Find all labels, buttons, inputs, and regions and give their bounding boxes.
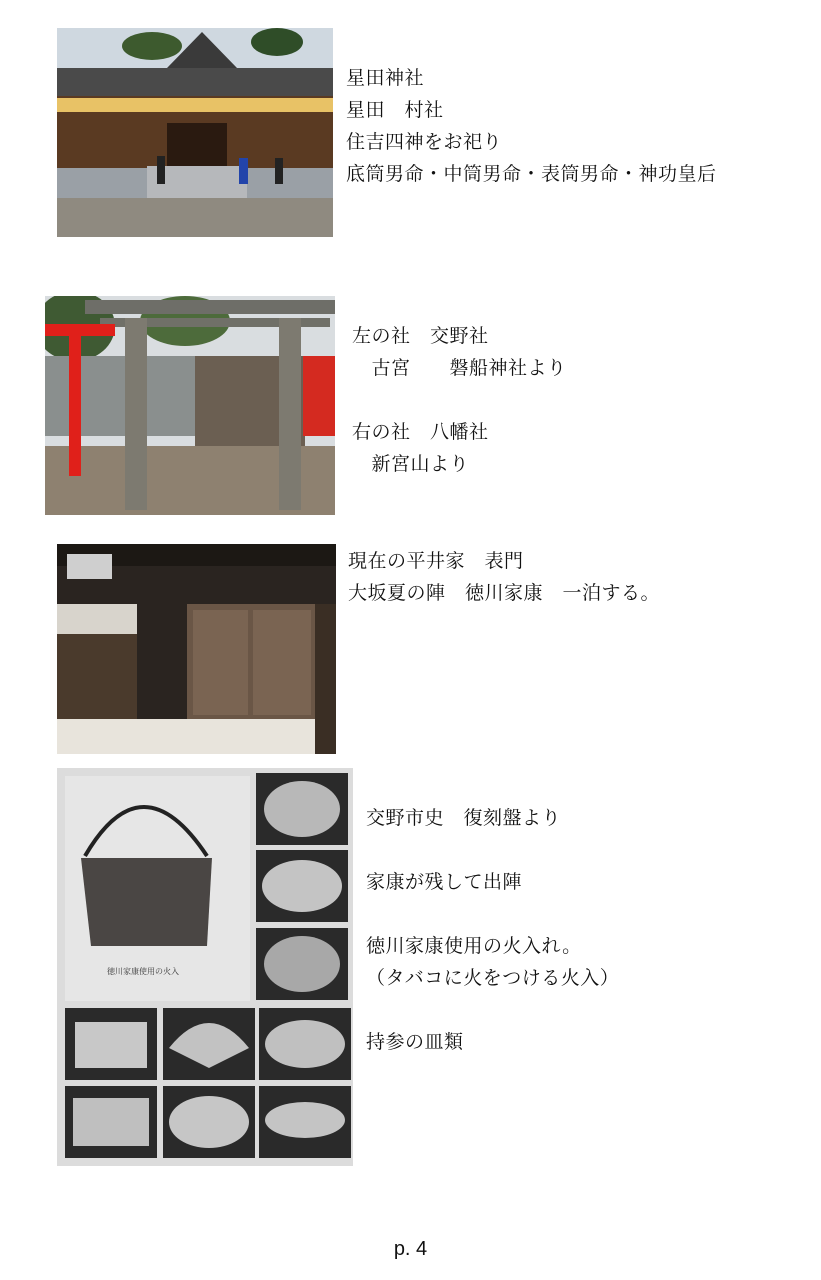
caption-line	[366, 898, 619, 930]
caption-line: 左の社 交野社	[352, 325, 489, 347]
caption-line: 家康が残して出陣	[366, 871, 523, 893]
caption-line: （タバコに火をつける火入）	[366, 967, 620, 989]
caption-line: 大坂夏の陣 徳川家康 一泊する。	[348, 582, 661, 604]
artifacts-caption	[366, 802, 619, 1058]
gate-photo	[57, 544, 336, 754]
caption-line: 右の社 八幡社	[352, 421, 489, 443]
shrine-caption	[346, 62, 717, 190]
torii-gate-photo	[45, 296, 335, 515]
caption-line: 星田 村社	[346, 99, 444, 121]
page-number: p. 4	[393, 1238, 428, 1260]
caption-line: 現在の平井家 表門	[348, 550, 524, 572]
caption-line	[352, 384, 567, 416]
caption-line: 徳川家康使用の火入れ。	[366, 935, 582, 957]
caption-line: 持参の皿類	[366, 1031, 464, 1053]
caption-line	[366, 834, 619, 866]
caption-line: 新宮山より	[352, 453, 470, 475]
shrine-photo	[57, 28, 333, 237]
caption-line: 星田神社	[346, 67, 425, 89]
caption-line: 住吉四神をお祀り	[346, 131, 503, 153]
artifacts-scan	[57, 768, 353, 1166]
scan-caption: 徳川家康使用の火入	[107, 967, 179, 976]
caption-line: 底筒男命・中筒男命・表筒男命・神功皇后	[346, 163, 717, 185]
gate-caption	[348, 545, 660, 609]
caption-line: 交野市史 復刻盤より	[366, 807, 562, 829]
caption-line: 古宮 磐船神社より	[352, 357, 567, 379]
caption-line	[366, 994, 619, 1026]
torii-caption	[352, 320, 567, 480]
